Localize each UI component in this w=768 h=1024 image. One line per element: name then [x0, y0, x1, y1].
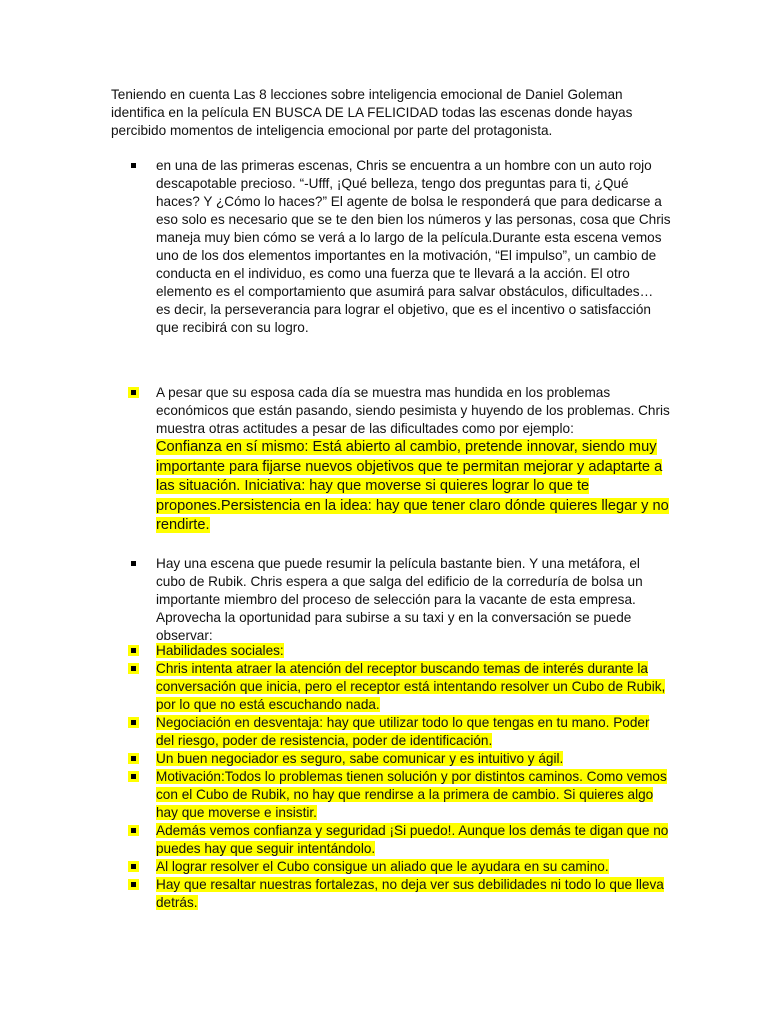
square-bullet-icon — [131, 163, 136, 168]
square-bullet-icon — [131, 774, 136, 779]
list-item — [111, 555, 671, 645]
item-text: Hay una escena que puede resumir la película bastante bien. Y una metáfora, el cubo de Rubik. Chris espera a que salga del edificio de la correduría de bolsa un importante miembro del proceso de selección para la vacante de esta empresa. Aprovecha la oportunidad para subirse a su taxi y en la conversación se puede observar: — [156, 556, 643, 643]
item-text: Al lograr resolver el Cubo consigue un aliado que le ayudara en su camino. — [156, 859, 609, 874]
highlighted-bullet-list — [111, 642, 671, 912]
square-bullet-icon — [131, 882, 136, 887]
list-item — [111, 157, 671, 337]
item-text: Chris intenta atraer la atención del receptor buscando temas de interés durante la conversación que inicia, pero el receptor está intentando resolver un Cubo de Rubik, por lo que no está escuchando nada. — [156, 661, 666, 712]
square-bullet-icon — [131, 720, 136, 725]
item-text: Hay que resaltar nuestras fortalezas, no deja ver sus debilidades ni todo lo que lleva detrás. — [156, 877, 664, 910]
bullet-list-2 — [111, 384, 671, 536]
square-bullet-icon — [131, 390, 136, 395]
intro-paragraph: Teniendo en cuenta Las 8 lecciones sobre inteligencia emocional de Daniel Goleman identifica en la película EN BUSCA DE LA FELICIDAD todas las escenas donde hayas percibido momentos de inteligencia emocional por parte del protagonista. — [111, 87, 633, 138]
item-text: Además vemos confianza y seguridad ¡Si puedo!. Aunque los demás te digan que no puedes hay que seguir intentándolo. — [156, 823, 669, 856]
square-bullet-icon — [131, 828, 136, 833]
item-text-highlighted: Confianza en sí mismo: Está abierto al cambio, pretende innovar, siendo muy importante para fijarse nuevos objetivos que te permitan mejorar y adaptarte a las situación. Iniciativa: hay que moverse si quieres lograr lo que te propones.Persistencia en la idea: hay que tener claro dónde quieres llegar y no rendirte. — [156, 439, 669, 533]
bullet-list-1 — [111, 157, 671, 337]
item-text: Negociación en desventaja: hay que utilizar todo lo que tengas en tu mano. Poder del riesgo, poder de resistencia, poder de identificación. — [156, 715, 650, 748]
square-bullet-icon — [131, 666, 136, 671]
item-text: Motivación:Todos lo problemas tienen solución y por distintos caminos. Como vemos con el Cubo de Rubik, no hay que rendirse a la primera de cambio. Si quieres algo hay que moverse e insistir. — [156, 769, 667, 820]
item-text-plain: A pesar que su esposa cada día se muestra mas hundida en los problemas económicos que están pasando, siendo pesimista y huyendo de los problemas. Chris muestra otras actitudes a pesar de las dificultades como por ejemplo: — [156, 385, 670, 436]
square-bullet-icon — [131, 648, 136, 653]
list-item — [111, 822, 671, 858]
list-item — [111, 768, 671, 822]
list-item — [111, 642, 671, 660]
item-text: Un buen negociador es seguro, sabe comunicar y es intuitivo y ágil. — [156, 751, 564, 766]
list-item — [111, 876, 671, 912]
list-item — [111, 714, 671, 750]
item-text: Habilidades sociales: — [156, 643, 284, 658]
square-bullet-icon — [131, 864, 136, 869]
list-item — [111, 750, 671, 768]
list-item — [111, 858, 671, 876]
square-bullet-icon — [131, 756, 136, 761]
bullet-list-3 — [111, 555, 671, 645]
list-item — [111, 660, 671, 714]
item-text: en una de las primeras escenas, Chris se encuentra a un hombre con un auto rojo descapotable precioso. “-Ufff, ¡Qué belleza, tengo dos preguntas para ti, ¿Qué haces? Y ¿Cómo lo haces?” El agente de bolsa le responderá que para dedicarse a eso solo es necesario que se te den bien los números y las personas, cosa que Chris maneja muy bien cómo se verá a lo largo de la película.Durante esta escena vemos uno de los dos elementos importantes en la motivación, “El impulso”, un cambio de conducta en el individuo, es como una fuerza que te llevará a la acción. El otro elemento es el comportamiento que asumirá para salvar obstáculos, dificultades… es decir, la perseverancia para lograr el objetivo, que es el incentivo o satisfacción que recibirá con su logro. — [156, 158, 671, 335]
list-item — [111, 384, 671, 536]
square-bullet-icon — [131, 561, 136, 566]
